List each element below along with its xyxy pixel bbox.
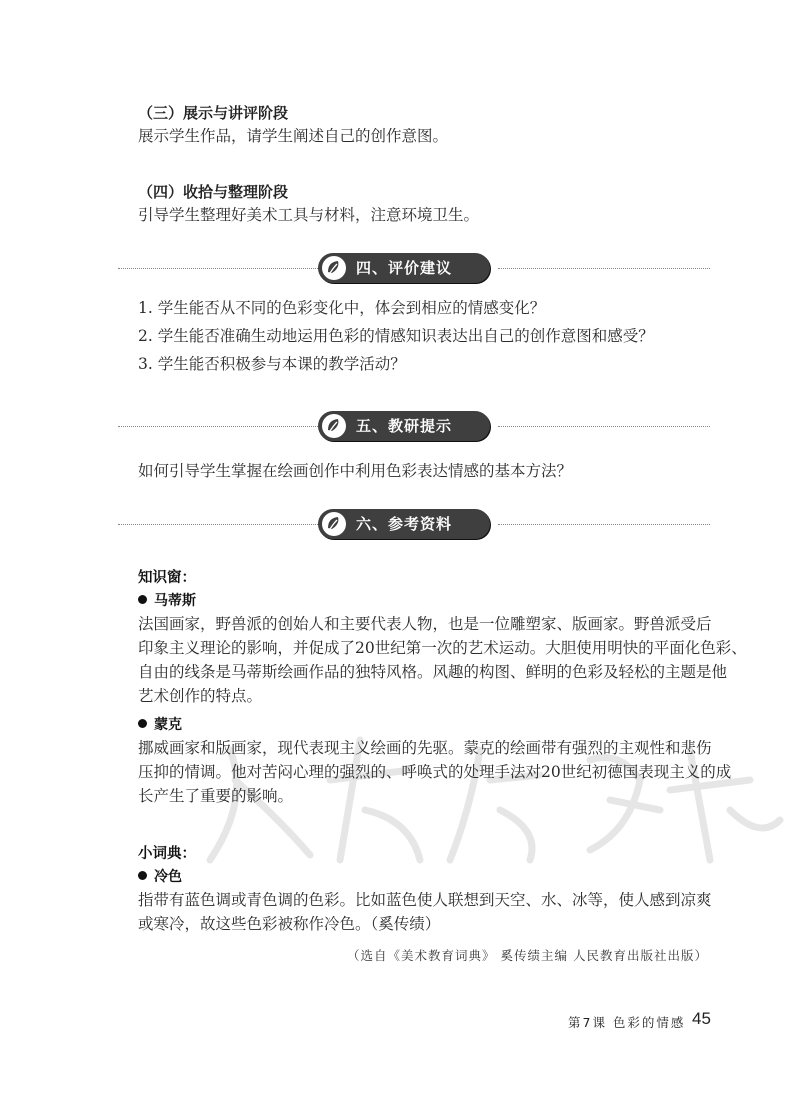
leaf-emblem-icon — [322, 414, 346, 438]
bullet-icon — [138, 719, 147, 728]
term-matisse — [138, 590, 196, 610]
section-rule-left — [118, 426, 318, 427]
term-cold-color — [138, 866, 182, 886]
paragraph-line: 长产生了重要的影响。 — [138, 787, 294, 805]
leaf-emblem-icon — [322, 256, 346, 280]
term-name: 冷色 — [154, 869, 182, 885]
source-citation: （选自《美术教育词典》 奚传绩主编 人民教育出版社出版） — [347, 948, 708, 963]
section-heading-label: 四、评价建议 — [356, 259, 453, 277]
paragraph-line: 指带有蓝色调或青色调的色彩。比如蓝色使人联想到天空、水、冰等，使人感到凉爽 — [138, 891, 712, 909]
bullet-icon — [138, 871, 147, 880]
paragraph-line: 印象主义理论的影响，并促成了20世纪第一次的艺术运动。大胆使用明快的平面化色彩、 — [138, 639, 747, 657]
section-rule-left — [118, 268, 318, 269]
evaluation-item: 1. 学生能否从不同的色彩变化中，体会到相应的情感变化？ — [138, 299, 546, 317]
section-heading-label: 六、参考资料 — [356, 515, 453, 533]
paragraph-line: 自由的线条是马蒂斯绘画作品的独特风格。风趣的构图、鲜明的色彩及轻松的主题是他 — [138, 663, 728, 681]
term-munch — [138, 714, 182, 734]
section-heading-reference — [318, 509, 490, 539]
paragraph-line: 挪威画家和版画家，现代表现主义绘画的先驱。蒙克的绘画带有强烈的主观性和悲伤 — [138, 739, 712, 757]
term-name: 马蒂斯 — [154, 593, 196, 609]
term-name: 蒙克 — [154, 717, 182, 733]
stage3-heading: （三）展示与讲评阶段 — [138, 104, 289, 122]
paragraph-line: 法国画家，野兽派的创始人和主要代表人物，也是一位雕塑家、版画家。野兽派受后 — [138, 615, 712, 633]
leaf-emblem-icon — [322, 512, 346, 536]
section-rule-right — [498, 268, 710, 269]
stage4-heading: （四）收拾与整理阶段 — [138, 183, 289, 201]
evaluation-item: 2. 学生能否准确生动地运用色彩的情感知识表达出自己的创作意图和感受？ — [138, 327, 654, 345]
cold-color-description — [138, 888, 712, 936]
section-heading-research — [318, 411, 490, 441]
page-number: 45 — [692, 1009, 711, 1028]
section-rule-left — [118, 524, 318, 525]
section-heading-label: 五、教研提示 — [356, 417, 453, 435]
section-rule-right — [498, 426, 710, 427]
munch-description — [138, 736, 731, 808]
section-heading-evaluation — [318, 253, 490, 283]
paragraph-line: 艺术创作的特点。 — [138, 687, 263, 705]
paragraph-line: 或寒冷，故这些色彩被称作冷色。（奚传绩） — [138, 915, 441, 933]
evaluation-item: 3. 学生能否积极参与本课的教学活动？ — [138, 355, 406, 373]
footer-lesson-title: 第7课 色彩的情感 — [568, 1015, 686, 1030]
section-rule-right — [498, 524, 710, 525]
research-body: 如何引导学生掌握在绘画创作中利用色彩表达情感的基本方法？ — [138, 462, 573, 480]
stage3-body: 展示学生作品，请学生阐述自己的创作意图。 — [138, 127, 449, 145]
paragraph-line: 压抑的情调。他对苦闷心理的强烈的、呼唤式的处理手法对20世纪初德国表现主义的成 — [138, 763, 732, 781]
matisse-description — [138, 612, 747, 708]
knowledge-window-label: 知识窗： — [138, 570, 196, 586]
dictionary-label: 小词典： — [138, 846, 196, 862]
stage4-body: 引导学生整理好美术工具与材料，注意环境卫生。 — [138, 206, 480, 224]
bullet-icon — [138, 595, 147, 604]
